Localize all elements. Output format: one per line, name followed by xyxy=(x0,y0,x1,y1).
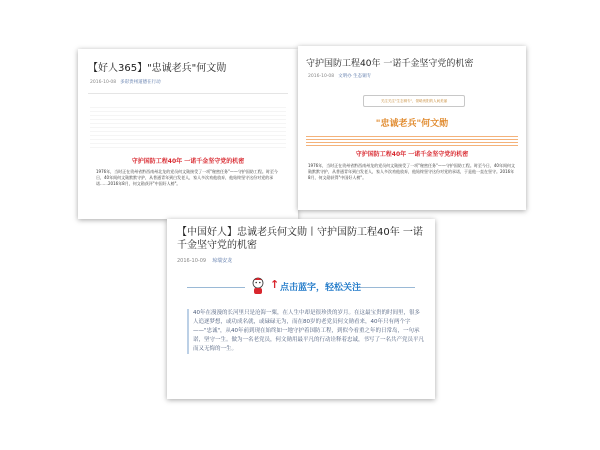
hero-title: "忠诚老兵"何文勋 xyxy=(375,119,449,129)
article-body: 1976年，当时正在贵州省黔西南州北龙的党员何文勋接受了一项"秘密任务"——守护国防工程。时至今日，40年间何文勋默默守护，从普通青年到白发老人，家人多次劝他放弃，他始终坚守这份对党的承诺……2016年8月，何文勋获评"中国好人榜"。 xyxy=(96,169,278,186)
article-heading: 守护国防工程40年 一诺千金坚守党的机密 xyxy=(131,158,245,165)
article-source-link[interactable]: 多彩贵州道德在行动 xyxy=(120,80,161,85)
article-date: 2016-10-08 xyxy=(308,74,335,79)
article-source-link[interactable]: 琼瑞安龙 xyxy=(212,258,233,264)
article-title[interactable]: 守护国防工程40年 一诺千金坚守党的机密 xyxy=(306,59,474,69)
article-body: 40年在漫漫的长河里只是沧海一粟，在人生中却是很珍贵的岁月。在这最宝贵的时间里，很多人追逐梦想，或功成名就，或碌碌无为，而在80岁的老党员何文勋看来，40年只有两个字——"忠诚"，从40年前到现在始终如一地守护着国防工程，到似今看重之年的日常岛，一句承诺，坚守一生。做为一名老党员，何文勋用最平凡的行动诠释着忠诚，书写了一名共产党员平凡而又无悔的一生。 xyxy=(187,309,425,354)
article-date: 2016-10-08 xyxy=(90,80,117,85)
article-meta xyxy=(308,73,371,79)
article-card-1[interactable] xyxy=(78,49,298,219)
article-source-link[interactable]: 文明办 生态铜专 xyxy=(338,74,372,79)
decorative-stripes xyxy=(306,134,518,146)
article-body: 1976年，当时正在贵州省黔西南州龙的党员何文勋接受了一项"秘密任务"——守护国防工程。时至今日，40年间何文勋默默守护，从普通青年到白发老人，家人多次劝他放弃，他始终坚守这份对党的承诺，于是他一直在坚守。2016年8月，何文勋获得"中国好人榜"。 xyxy=(308,163,515,180)
article-heading: 守护国防工程40年 一诺千金坚守党的机密 xyxy=(355,151,469,158)
up-arrow-icon: ↑ xyxy=(270,278,280,291)
article-title[interactable]: 【好人365】"忠诚老兵"何文勋 xyxy=(88,63,227,74)
article-card-2[interactable] xyxy=(298,46,526,210)
blurred-banner xyxy=(90,104,286,148)
article-title[interactable]: 【中国好人】忠诚老兵何文勋丨守护国防工程40年 一诺千金坚守党的机密 xyxy=(177,227,423,251)
follow-cta[interactable]: 点击蓝字，轻松关注 xyxy=(280,283,362,293)
mascot-icon xyxy=(249,276,267,296)
article-card-3[interactable] xyxy=(167,219,435,399)
follow-prompt-bubble[interactable]: 关注关注"生态铜专"，领略贵阳的人间美丽 xyxy=(363,95,465,107)
divider xyxy=(88,93,288,94)
article-meta xyxy=(90,79,161,85)
article-meta xyxy=(177,257,232,264)
article-date: 2016-10-09 xyxy=(177,258,207,264)
